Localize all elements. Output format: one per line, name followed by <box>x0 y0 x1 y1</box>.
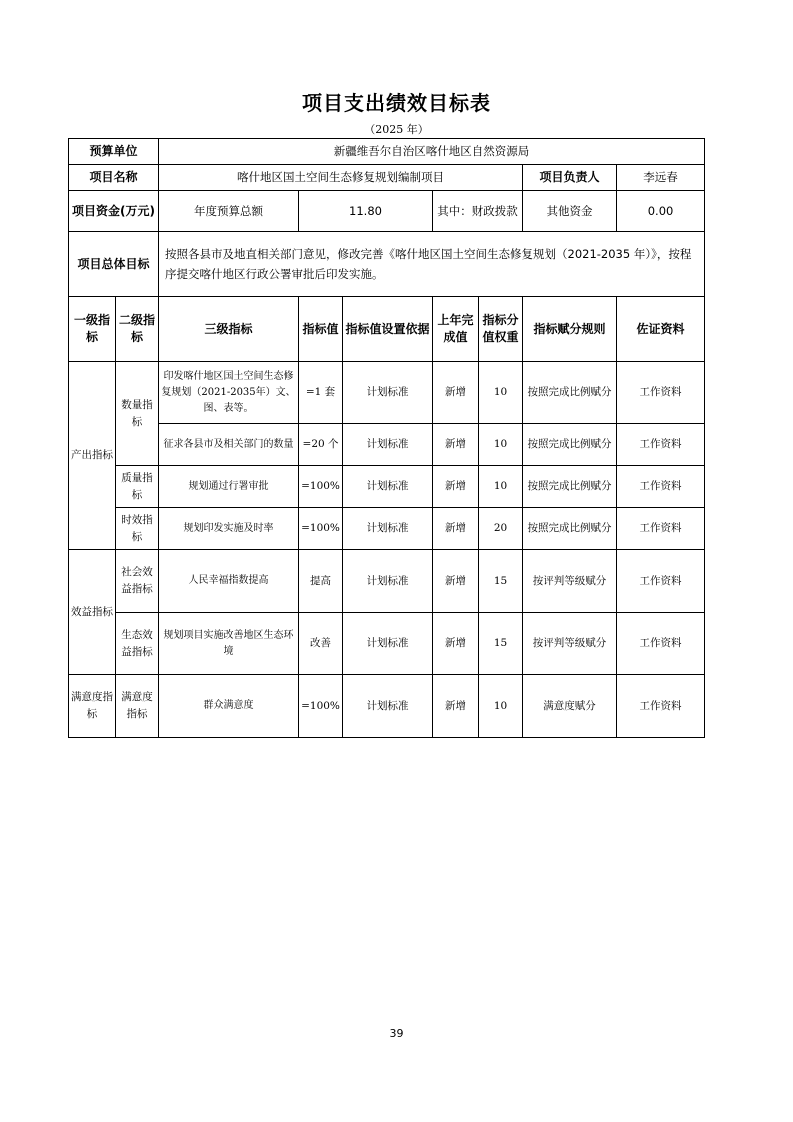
funds-row <box>69 191 705 232</box>
indicator-basis: 计划标准 <box>343 362 433 424</box>
column-header-row <box>69 297 705 362</box>
col-evidence: 佐证资料 <box>617 297 705 362</box>
table-row <box>69 613 705 675</box>
indicator-evidence: 工作资料 <box>617 550 705 613</box>
indicator-value: =100% <box>299 675 343 738</box>
group-quality: 质量指标 <box>116 466 159 508</box>
indicator-weight: 10 <box>479 675 523 738</box>
indicator-rule: 满意度赋分 <box>523 675 617 738</box>
indicator-weight: 15 <box>479 550 523 613</box>
table-row <box>69 550 705 613</box>
indicator-basis: 计划标准 <box>343 508 433 550</box>
table-row <box>69 508 705 550</box>
table-row <box>69 466 705 508</box>
indicator-last-year: 新增 <box>433 675 479 738</box>
indicator-rule: 按照完成比例赋分 <box>523 466 617 508</box>
indicator-rule: 按照完成比例赋分 <box>523 424 617 466</box>
group-quantity: 数量指标 <box>116 362 159 466</box>
table-row <box>69 675 705 738</box>
overall-goal-label: 项目总体目标 <box>69 232 159 297</box>
indicator-weight: 15 <box>479 613 523 675</box>
col-last-year: 上年完成值 <box>433 297 479 362</box>
indicator-rule: 按评判等级赋分 <box>523 613 617 675</box>
col-value: 指标值 <box>299 297 343 362</box>
col-level1: 一级指标 <box>69 297 116 362</box>
group-eco: 生态效益指标 <box>116 613 159 675</box>
indicator-name: 规划通过行署审批 <box>159 466 299 508</box>
indicator-value: =20 个 <box>299 424 343 466</box>
indicator-basis: 计划标准 <box>343 466 433 508</box>
indicator-value: =100% <box>299 466 343 508</box>
indicator-last-year: 新增 <box>433 424 479 466</box>
indicator-rule: 按照完成比例赋分 <box>523 362 617 424</box>
group-benefit: 效益指标 <box>69 550 116 675</box>
project-leader-value: 李远春 <box>617 165 705 191</box>
indicator-evidence: 工作资料 <box>617 424 705 466</box>
indicator-value: 改善 <box>299 613 343 675</box>
indicator-evidence: 工作资料 <box>617 508 705 550</box>
budget-unit-label: 预算单位 <box>69 139 159 165</box>
table-row <box>69 362 705 424</box>
indicator-basis: 计划标准 <box>343 424 433 466</box>
project-leader-label: 项目负责人 <box>523 165 617 191</box>
indicator-basis: 计划标准 <box>343 550 433 613</box>
project-name-row <box>69 165 705 191</box>
indicator-value: =100% <box>299 508 343 550</box>
overall-goal-value: 按照各县市及地直相关部门意见，修改完善《喀什地区国土空间生态修复规划（2021-2035 年）》，按程序提交喀什地区行政公署审批后印发实施。 <box>159 232 705 297</box>
indicator-evidence: 工作资料 <box>617 362 705 424</box>
project-name-value: 喀什地区国土空间生态修复规划编制项目 <box>159 165 523 191</box>
group-social: 社会效益指标 <box>116 550 159 613</box>
col-level2: 二级指标 <box>116 297 159 362</box>
indicator-name: 群众满意度 <box>159 675 299 738</box>
fiscal-label: 其中：财政拨款 <box>433 191 523 232</box>
col-weight: 指标分值权重 <box>479 297 523 362</box>
group-timeliness: 时效指标 <box>116 508 159 550</box>
indicator-weight: 10 <box>479 424 523 466</box>
indicator-value: =1 套 <box>299 362 343 424</box>
overall-goal-row <box>69 232 705 297</box>
indicator-rule: 按照完成比例赋分 <box>523 508 617 550</box>
other-funds-value: 0.00 <box>617 191 705 232</box>
group-satisfaction-sub: 满意度指标 <box>116 675 159 738</box>
indicator-weight: 10 <box>479 466 523 508</box>
group-satisfaction: 满意度指标 <box>69 675 116 738</box>
indicator-basis: 计划标准 <box>343 675 433 738</box>
other-funds-label: 其他资金 <box>523 191 617 232</box>
col-level3: 三级指标 <box>159 297 299 362</box>
indicator-last-year: 新增 <box>433 362 479 424</box>
indicator-evidence: 工作资料 <box>617 466 705 508</box>
indicator-name: 规划印发实施及时率 <box>159 508 299 550</box>
budget-unit-row <box>69 139 705 165</box>
budget-unit-value: 新疆维吾尔自治区喀什地区自然资源局 <box>159 139 705 165</box>
page-title: 项目支出绩效目标表 <box>302 91 491 115</box>
annual-budget-label: 年度预算总额 <box>159 191 299 232</box>
indicator-evidence: 工作资料 <box>617 675 705 738</box>
indicator-evidence: 工作资料 <box>617 613 705 675</box>
indicator-name: 印发喀什地区国土空间生态修复规划（2021-2035年）文、图、表等。 <box>159 362 299 424</box>
group-output: 产出指标 <box>69 362 116 550</box>
annual-budget-value: 11.80 <box>299 191 433 232</box>
project-name-label: 项目名称 <box>69 165 159 191</box>
indicator-value: 提高 <box>299 550 343 613</box>
indicator-name: 人民幸福指数提高 <box>159 550 299 613</box>
col-basis: 指标值设置依据 <box>343 297 433 362</box>
page-number: 39 <box>389 1027 404 1040</box>
indicator-last-year: 新增 <box>433 508 479 550</box>
performance-table <box>68 138 705 738</box>
col-rule: 指标赋分规则 <box>523 297 617 362</box>
indicator-last-year: 新增 <box>433 550 479 613</box>
funds-label: 项目资金(万元) <box>69 191 159 232</box>
table-row <box>69 424 705 466</box>
indicator-weight: 20 <box>479 508 523 550</box>
page-year: （2025 年） <box>364 123 429 136</box>
indicator-rule: 按评判等级赋分 <box>523 550 617 613</box>
indicator-name: 征求各县市及相关部门的数量 <box>159 424 299 466</box>
indicator-last-year: 新增 <box>433 466 479 508</box>
indicator-name: 规划项目实施改善地区生态环境 <box>159 613 299 675</box>
indicator-basis: 计划标准 <box>343 613 433 675</box>
indicator-weight: 10 <box>479 362 523 424</box>
indicator-last-year: 新增 <box>433 613 479 675</box>
